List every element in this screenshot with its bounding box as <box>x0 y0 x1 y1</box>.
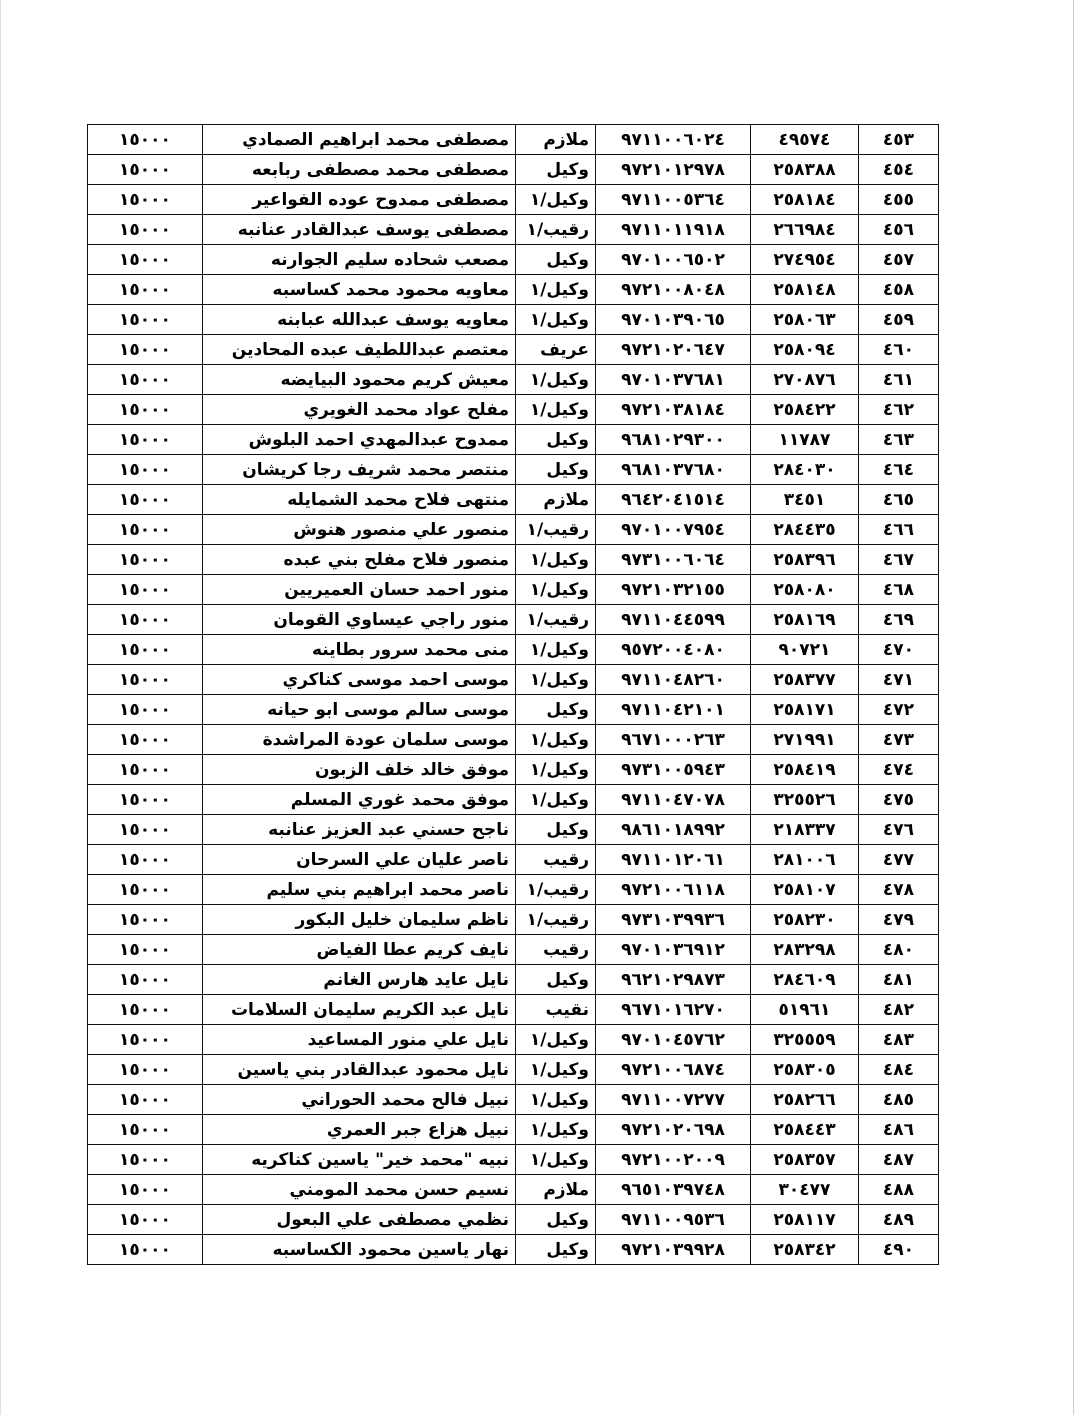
national-number-cell: ٩٧١١٠١٢٠٦١ <box>596 845 751 875</box>
rank-cell: ملازم <box>516 125 596 155</box>
rank-cell: وكيل <box>516 455 596 485</box>
table-row <box>88 725 939 755</box>
rank-cell: وكيل/١ <box>516 575 596 605</box>
row-number-cell: ٤٧٨ <box>859 875 939 905</box>
amount-cell: ١٥٠٠٠ <box>88 995 203 1025</box>
amount-cell: ١٥٠٠٠ <box>88 1055 203 1085</box>
row-number-cell: ٤٨٨ <box>859 1175 939 1205</box>
amount-cell: ١٥٠٠٠ <box>88 335 203 365</box>
military-id-cell: ٢٥٨٠٩٤ <box>751 335 859 365</box>
military-id-cell: ٢٥٨٣٨٨ <box>751 155 859 185</box>
rank-cell: رقيب/١ <box>516 605 596 635</box>
table-row <box>88 425 939 455</box>
row-number-cell: ٤٦٦ <box>859 515 939 545</box>
national-number-cell: ٩٧٢١٠٠٦١١٨ <box>596 875 751 905</box>
row-number-cell: ٤٥٦ <box>859 215 939 245</box>
row-number-cell: ٤٨٢ <box>859 995 939 1025</box>
amount-cell: ١٥٠٠٠ <box>88 185 203 215</box>
military-id-cell: ٢٥٨٠٦٣ <box>751 305 859 335</box>
full-name-cell: ناجح حسني عبد العزيز عنانبه <box>203 815 516 845</box>
rank-cell: وكيل <box>516 815 596 845</box>
national-number-cell: ٩٧٣١٠٣٩٩٣٦ <box>596 905 751 935</box>
rank-cell: رقيب/١ <box>516 905 596 935</box>
full-name-cell: منتصر محمد شريف رجا كريشان <box>203 455 516 485</box>
table-row <box>88 275 939 305</box>
full-name-cell: موفق محمد غوري المسلم <box>203 785 516 815</box>
table-row <box>88 245 939 275</box>
military-id-cell: ٢٧١٩٩١ <box>751 725 859 755</box>
row-number-cell: ٤٧٦ <box>859 815 939 845</box>
amount-cell: ١٥٠٠٠ <box>88 305 203 335</box>
rank-cell: وكيل <box>516 245 596 275</box>
rank-cell: وكيل/١ <box>516 1145 596 1175</box>
row-number-cell: ٤٧٤ <box>859 755 939 785</box>
rank-cell: نقيب <box>516 995 596 1025</box>
amount-cell: ١٥٠٠٠ <box>88 815 203 845</box>
table-row <box>88 635 939 665</box>
amount-cell: ١٥٠٠٠ <box>88 545 203 575</box>
table-row <box>88 845 939 875</box>
rank-cell: وكيل/١ <box>516 365 596 395</box>
amount-cell: ١٥٠٠٠ <box>88 125 203 155</box>
amount-cell: ١٥٠٠٠ <box>88 215 203 245</box>
amount-cell: ١٥٠٠٠ <box>88 1205 203 1235</box>
national-number-cell: ٩٧٠١٠٠٧٩٥٤ <box>596 515 751 545</box>
row-number-cell: ٤٥٩ <box>859 305 939 335</box>
table-row <box>88 395 939 425</box>
rank-cell: رقيب <box>516 935 596 965</box>
military-id-cell: ٢٥٨٣٧٧ <box>751 665 859 695</box>
amount-cell: ١٥٠٠٠ <box>88 1025 203 1055</box>
military-id-cell: ٢٥٨١١٧ <box>751 1205 859 1235</box>
table-row <box>88 305 939 335</box>
military-id-cell: ٢٥٨٣٥٧ <box>751 1145 859 1175</box>
row-number-cell: ٤٦٨ <box>859 575 939 605</box>
military-id-cell: ٢٥٨٤١٩ <box>751 755 859 785</box>
national-number-cell: ٩٧١١٠١١٩١٨ <box>596 215 751 245</box>
full-name-cell: نبيل فالح محمد الحوراني <box>203 1085 516 1115</box>
table-row <box>88 1175 939 1205</box>
rank-cell: وكيل/١ <box>516 635 596 665</box>
row-number-cell: ٤٦٤ <box>859 455 939 485</box>
national-number-cell: ٩٨٦١٠١٨٩٩٢ <box>596 815 751 845</box>
full-name-cell: مفلح عواد محمد الغويري <box>203 395 516 425</box>
military-id-cell: ٢١٨٣٣٧ <box>751 815 859 845</box>
rank-cell: وكيل <box>516 695 596 725</box>
page-edge <box>0 0 1 1415</box>
full-name-cell: معيش كريم محمود البيايضه <box>203 365 516 395</box>
table-row <box>88 665 939 695</box>
row-number-cell: ٤٥٧ <box>859 245 939 275</box>
military-id-cell: ٣٠٤٧٧ <box>751 1175 859 1205</box>
amount-cell: ١٥٠٠٠ <box>88 845 203 875</box>
full-name-cell: نايل عايد هارس الغانم <box>203 965 516 995</box>
military-id-cell: ٢٥٨١٦٩ <box>751 605 859 635</box>
full-name-cell: مصطفى محمد مصطفى ربابعه <box>203 155 516 185</box>
amount-cell: ١٥٠٠٠ <box>88 1115 203 1145</box>
table-row <box>88 605 939 635</box>
table-row <box>88 695 939 725</box>
row-number-cell: ٤٦٥ <box>859 485 939 515</box>
table-row <box>88 1205 939 1235</box>
row-number-cell: ٤٨٠ <box>859 935 939 965</box>
table-row <box>88 1145 939 1175</box>
full-name-cell: معاويه يوسف عبدالله عبابنه <box>203 305 516 335</box>
full-name-cell: نايل علي منور المساعيد <box>203 1025 516 1055</box>
rank-cell: عريف <box>516 335 596 365</box>
military-id-cell: ٢٦٦٩٨٤ <box>751 215 859 245</box>
amount-cell: ١٥٠٠٠ <box>88 425 203 455</box>
table-row <box>88 1085 939 1115</box>
national-number-cell: ٩٧٢١٠٠٦٨٧٤ <box>596 1055 751 1085</box>
amount-cell: ١٥٠٠٠ <box>88 1085 203 1115</box>
table-row <box>88 1025 939 1055</box>
amount-cell: ١٥٠٠٠ <box>88 875 203 905</box>
table-row <box>88 545 939 575</box>
amount-cell: ١٥٠٠٠ <box>88 605 203 635</box>
military-id-cell: ٢٥٨٤٢٢ <box>751 395 859 425</box>
rank-cell: رقيب/١ <box>516 515 596 545</box>
amount-cell: ١٥٠٠٠ <box>88 1235 203 1265</box>
military-id-cell: ٢٥٨٣٤٢ <box>751 1235 859 1265</box>
rank-cell: وكيل/١ <box>516 545 596 575</box>
national-number-cell: ٩٧٢١٠٢٠٦٩٨ <box>596 1115 751 1145</box>
rank-cell: وكيل <box>516 155 596 185</box>
rank-cell: رقيب/١ <box>516 215 596 245</box>
military-id-cell: ٢٥٨١٨٤ <box>751 185 859 215</box>
row-number-cell: ٤٦٠ <box>859 335 939 365</box>
rank-cell: وكيل <box>516 1235 596 1265</box>
full-name-cell: مصعب شحاده سليم الجوارنه <box>203 245 516 275</box>
amount-cell: ١٥٠٠٠ <box>88 1145 203 1175</box>
full-name-cell: معاويه محمود محمد كساسبه <box>203 275 516 305</box>
table-row <box>88 1235 939 1265</box>
full-name-cell: موسى سالم موسى ابو حيانه <box>203 695 516 725</box>
military-id-cell: ٥١٩٦١ <box>751 995 859 1025</box>
military-id-cell: ٢٨٤٠٣٠ <box>751 455 859 485</box>
full-name-cell: مصطفى ممدوح عوده الفواعير <box>203 185 516 215</box>
full-name-cell: نبيه "محمد خير" ياسين كناكريه <box>203 1145 516 1175</box>
amount-cell: ١٥٠٠٠ <box>88 395 203 425</box>
amount-cell: ١٥٠٠٠ <box>88 275 203 305</box>
full-name-cell: ناصر محمد ابراهيم بني سليم <box>203 875 516 905</box>
table-row <box>88 215 939 245</box>
records-table <box>87 124 939 1265</box>
national-number-cell: ٩٧١١٠٠٥٣٦٤ <box>596 185 751 215</box>
row-number-cell: ٤٥٥ <box>859 185 939 215</box>
rank-cell: وكيل/١ <box>516 755 596 785</box>
rank-cell: وكيل/١ <box>516 1055 596 1085</box>
full-name-cell: منى محمد سرور بطاينه <box>203 635 516 665</box>
rank-cell: وكيل/١ <box>516 785 596 815</box>
rank-cell: ملازم <box>516 485 596 515</box>
row-number-cell: ٤٨٣ <box>859 1025 939 1055</box>
national-number-cell: ٩٧٢١٠١٢٩٧٨ <box>596 155 751 185</box>
military-id-cell: ٢٨٣٢٩٨ <box>751 935 859 965</box>
national-number-cell: ٩٧٢١٠٣٢١٥٥ <box>596 575 751 605</box>
military-id-cell: ١١٧٨٧ <box>751 425 859 455</box>
rank-cell: وكيل/١ <box>516 725 596 755</box>
amount-cell: ١٥٠٠٠ <box>88 665 203 695</box>
row-number-cell: ٤٦٣ <box>859 425 939 455</box>
amount-cell: ١٥٠٠٠ <box>88 935 203 965</box>
row-number-cell: ٤٨٥ <box>859 1085 939 1115</box>
row-number-cell: ٤٥٨ <box>859 275 939 305</box>
rank-cell: وكيل <box>516 1205 596 1235</box>
table-row <box>88 485 939 515</box>
table-row <box>88 1055 939 1085</box>
full-name-cell: مصطفى محمد ابراهيم الصمادي <box>203 125 516 155</box>
table-row <box>88 965 939 995</box>
full-name-cell: منور احمد حسان العميريين <box>203 575 516 605</box>
national-number-cell: ٩٧٣١٠٠٥٩٤٣ <box>596 755 751 785</box>
national-number-cell: ٩٧٠١٠٣٧٦٨١ <box>596 365 751 395</box>
rank-cell: وكيل/١ <box>516 665 596 695</box>
table-row <box>88 1115 939 1145</box>
row-number-cell: ٤٦٧ <box>859 545 939 575</box>
rank-cell: رقيب/١ <box>516 875 596 905</box>
full-name-cell: نبيل هزاع جبر العمري <box>203 1115 516 1145</box>
rank-cell: رقيب <box>516 845 596 875</box>
amount-cell: ١٥٠٠٠ <box>88 965 203 995</box>
row-number-cell: ٤٧٠ <box>859 635 939 665</box>
row-number-cell: ٤٥٤ <box>859 155 939 185</box>
amount-cell: ١٥٠٠٠ <box>88 365 203 395</box>
amount-cell: ١٥٠٠٠ <box>88 1175 203 1205</box>
military-id-cell: ٤٩٥٧٤ <box>751 125 859 155</box>
rank-cell: وكيل/١ <box>516 185 596 215</box>
table-row <box>88 155 939 185</box>
row-number-cell: ٤٧٥ <box>859 785 939 815</box>
rank-cell: وكيل <box>516 425 596 455</box>
military-id-cell: ٣٢٥٥٢٦ <box>751 785 859 815</box>
military-id-cell: ٢٥٨٢٣٠ <box>751 905 859 935</box>
national-number-cell: ٩٧٢١٠٠٢٠٠٩ <box>596 1145 751 1175</box>
national-number-cell: ٩٧٣١٠٠٦٠٦٤ <box>596 545 751 575</box>
rank-cell: وكيل/١ <box>516 1025 596 1055</box>
military-id-cell: ٢٥٨٣٩٦ <box>751 545 859 575</box>
amount-cell: ١٥٠٠٠ <box>88 905 203 935</box>
row-number-cell: ٤٨٩ <box>859 1205 939 1235</box>
national-number-cell: ٩٧١١٠٠٦٠٢٤ <box>596 125 751 155</box>
full-name-cell: منصور فلاح مفلح بني عبده <box>203 545 516 575</box>
row-number-cell: ٤٦٢ <box>859 395 939 425</box>
national-number-cell: ٩٧١١٠٤٤٥٩٩ <box>596 605 751 635</box>
military-id-cell: ٢٧٠٨٧٦ <box>751 365 859 395</box>
table-row <box>88 575 939 605</box>
row-number-cell: ٤٩٠ <box>859 1235 939 1265</box>
military-id-cell: ٢٨٤٦٠٩ <box>751 965 859 995</box>
rank-cell: وكيل/١ <box>516 305 596 335</box>
military-id-cell: ٢٥٨٢٦٦ <box>751 1085 859 1115</box>
national-number-cell: ٩٦٢١٠٢٩٨٧٣ <box>596 965 751 995</box>
full-name-cell: موسى سلمان عودة المراشدة <box>203 725 516 755</box>
amount-cell: ١٥٠٠٠ <box>88 575 203 605</box>
row-number-cell: ٤٧٩ <box>859 905 939 935</box>
table-row <box>88 875 939 905</box>
full-name-cell: منور راجي عيساوي القومان <box>203 605 516 635</box>
full-name-cell: ناظم سليمان خليل البكور <box>203 905 516 935</box>
military-id-cell: ٢٥٨١٠٧ <box>751 875 859 905</box>
national-number-cell: ٩٧١١٠٠٩٥٣٦ <box>596 1205 751 1235</box>
full-name-cell: منتهى فلاح محمد الشمايله <box>203 485 516 515</box>
amount-cell: ١٥٠٠٠ <box>88 725 203 755</box>
amount-cell: ١٥٠٠٠ <box>88 485 203 515</box>
table-row <box>88 515 939 545</box>
national-number-cell: ٩٧١١٠٤٢١٠١ <box>596 695 751 725</box>
rank-cell: وكيل/١ <box>516 275 596 305</box>
military-id-cell: ٢٨٤٤٣٥ <box>751 515 859 545</box>
military-id-cell: ٢٥٨١٧١ <box>751 695 859 725</box>
amount-cell: ١٥٠٠٠ <box>88 515 203 545</box>
national-number-cell: ٩٧٠١٠٣٦٩١٢ <box>596 935 751 965</box>
national-number-cell: ٩٧١١٠٤٨٢٦٠ <box>596 665 751 695</box>
amount-cell: ١٥٠٠٠ <box>88 755 203 785</box>
national-number-cell: ٩٧٠١٠٤٥٧٦٢ <box>596 1025 751 1055</box>
row-number-cell: ٤٨٧ <box>859 1145 939 1175</box>
national-number-cell: ٩٦٧١٠١٦٢٧٠ <box>596 995 751 1025</box>
full-name-cell: منصور علي منصور هنوش <box>203 515 516 545</box>
rank-cell: وكيل/١ <box>516 395 596 425</box>
row-number-cell: ٤٨١ <box>859 965 939 995</box>
row-number-cell: ٤٨٤ <box>859 1055 939 1085</box>
table-row <box>88 365 939 395</box>
row-number-cell: ٤٧٣ <box>859 725 939 755</box>
full-name-cell: نايل محمود عبدالقادر بني ياسين <box>203 1055 516 1085</box>
row-number-cell: ٤٦١ <box>859 365 939 395</box>
table-row <box>88 185 939 215</box>
amount-cell: ١٥٠٠٠ <box>88 245 203 275</box>
military-id-cell: ٢٥٨٤٤٣ <box>751 1115 859 1145</box>
national-number-cell: ٩٥٧٢٠٠٤٠٨٠ <box>596 635 751 665</box>
amount-cell: ١٥٠٠٠ <box>88 635 203 665</box>
full-name-cell: نايل عبد الكريم سليمان السلامات <box>203 995 516 1025</box>
table-row <box>88 455 939 485</box>
full-name-cell: موسى احمد موسى كناكري <box>203 665 516 695</box>
military-id-cell: ٣٤٥١ <box>751 485 859 515</box>
national-number-cell: ٩٧٠١٠٣٩٠٦٥ <box>596 305 751 335</box>
table-row <box>88 755 939 785</box>
full-name-cell: ناصر عليان علي السرحان <box>203 845 516 875</box>
row-number-cell: ٤٧٢ <box>859 695 939 725</box>
full-name-cell: نظمي مصطفى علي البعول <box>203 1205 516 1235</box>
national-number-cell: ٩٧٢١٠٢٠٦٤٧ <box>596 335 751 365</box>
national-number-cell: ٩٧٠١٠٠٦٥٠٢ <box>596 245 751 275</box>
full-name-cell: مصطفى يوسف عبدالقادر عنانبه <box>203 215 516 245</box>
records-table-body <box>88 125 939 1265</box>
rank-cell: ملازم <box>516 1175 596 1205</box>
military-id-cell: ٢٧٤٩٥٤ <box>751 245 859 275</box>
row-number-cell: ٤٦٩ <box>859 605 939 635</box>
national-number-cell: ٩٧٢١٠٣٨١٨٤ <box>596 395 751 425</box>
military-id-cell: ٢٨١٠٠٦ <box>751 845 859 875</box>
full-name-cell: معتصم عبداللطيف عبده المحادين <box>203 335 516 365</box>
military-id-cell: ٩٠٧٢١ <box>751 635 859 665</box>
amount-cell: ١٥٠٠٠ <box>88 695 203 725</box>
military-id-cell: ٢٥٨١٤٨ <box>751 275 859 305</box>
military-id-cell: ٣٢٥٥٥٩ <box>751 1025 859 1055</box>
table-row <box>88 125 939 155</box>
table-row <box>88 905 939 935</box>
table-row <box>88 335 939 365</box>
full-name-cell: نسيم حسن محمد المومني <box>203 1175 516 1205</box>
full-name-cell: نايف كريم عطا الفياض <box>203 935 516 965</box>
row-number-cell: ٤٧٧ <box>859 845 939 875</box>
full-name-cell: نهار ياسين محمود الكساسبه <box>203 1235 516 1265</box>
military-id-cell: ٢٥٨٣٠٥ <box>751 1055 859 1085</box>
national-number-cell: ٩٧٢١٠٣٩٩٢٨ <box>596 1235 751 1265</box>
row-number-cell: ٤٨٦ <box>859 1115 939 1145</box>
amount-cell: ١٥٠٠٠ <box>88 155 203 185</box>
rank-cell: وكيل <box>516 965 596 995</box>
national-number-cell: ٩٧١١٠٠٧٢٧٧ <box>596 1085 751 1115</box>
national-number-cell: ٩٦٤٢٠٤١٥١٤ <box>596 485 751 515</box>
national-number-cell: ٩٦٨١٠٢٩٣٠٠ <box>596 425 751 455</box>
national-number-cell: ٩٦٧١٠٠٠٢٦٣ <box>596 725 751 755</box>
military-id-cell: ٢٥٨٠٨٠ <box>751 575 859 605</box>
full-name-cell: ممدوح عبدالمهدي احمد البلوش <box>203 425 516 455</box>
rank-cell: وكيل/١ <box>516 1085 596 1115</box>
table-row <box>88 935 939 965</box>
amount-cell: ١٥٠٠٠ <box>88 455 203 485</box>
national-number-cell: ٩٦٥١٠٣٩٧٤٨ <box>596 1175 751 1205</box>
full-name-cell: موفق خالد خلف الزبون <box>203 755 516 785</box>
national-number-cell: ٩٧٢١٠٠٨٠٤٨ <box>596 275 751 305</box>
national-number-cell: ٩٦٨١٠٣٧٦٨٠ <box>596 455 751 485</box>
row-number-cell: ٤٥٣ <box>859 125 939 155</box>
table-row <box>88 785 939 815</box>
table-row <box>88 995 939 1025</box>
amount-cell: ١٥٠٠٠ <box>88 785 203 815</box>
national-number-cell: ٩٧١١٠٤٧٠٧٨ <box>596 785 751 815</box>
table-row <box>88 815 939 845</box>
rank-cell: وكيل/١ <box>516 1115 596 1145</box>
row-number-cell: ٤٧١ <box>859 665 939 695</box>
